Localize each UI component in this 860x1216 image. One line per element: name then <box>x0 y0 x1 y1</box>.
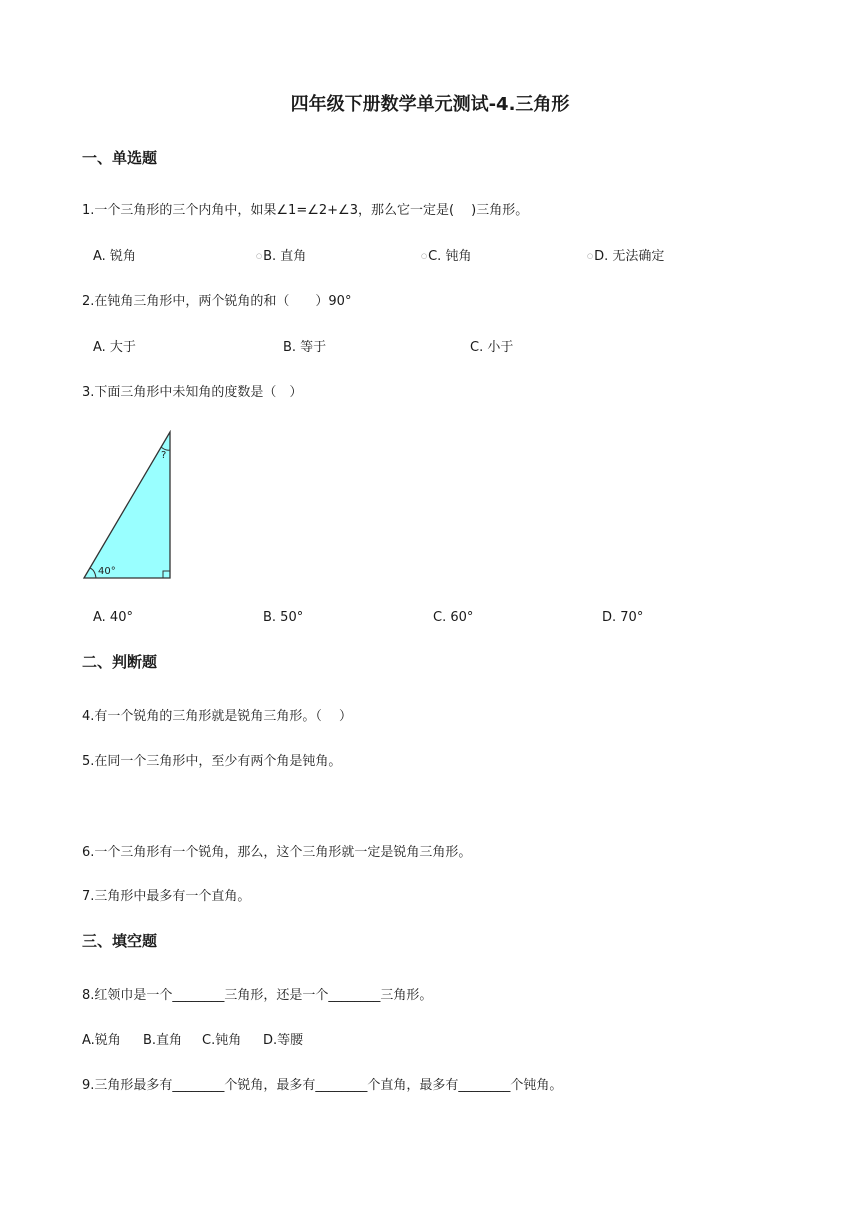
question-1: 1.一个三角形的三个内角中，如果∠1=∠2+∠3，那么它一定是( )三角形。 <box>82 203 529 218</box>
q8-option-b: B.直角 <box>143 1033 183 1048</box>
q1-option-b[interactable] <box>256 250 306 263</box>
q8-option-c: C.钝角 <box>202 1033 242 1048</box>
triangle-diagram <box>82 430 174 582</box>
option-marker-icon: ○ <box>421 252 428 260</box>
q8-option-d: D.等腰 <box>263 1033 304 1048</box>
q2-option-a[interactable]: A. 大于 <box>93 340 136 355</box>
option-marker-icon: ○ <box>587 252 594 260</box>
right-triangle-figure <box>82 430 174 582</box>
section-heading-fill-blank: 三、填空题 <box>82 932 158 950</box>
q1-option-c-label: C. 钝角 <box>428 249 472 264</box>
section-heading-single-choice: 一、单选题 <box>82 149 158 167</box>
option-marker-icon: ○ <box>256 252 263 260</box>
q1-option-b-label: B. 直角 <box>263 249 307 264</box>
question-5: 5.在同一个三角形中，至少有两个角是钝角。 <box>82 754 342 769</box>
q1-option-d[interactable] <box>587 250 664 263</box>
q3-option-d[interactable]: D. 70° <box>602 610 644 625</box>
q2-option-b[interactable]: B. 等于 <box>283 340 327 355</box>
angle-label-40: 40° <box>98 566 116 577</box>
triangle-shape <box>84 432 170 578</box>
question-4: 4.有一个锐角的三角形就是锐角三角形。（ ） <box>82 709 353 724</box>
question-9: 9.三角形最多有________个锐角，最多有________个直角，最多有________个钝角。 <box>82 1078 563 1093</box>
question-3: 3.下面三角形中未知角的度数是（ ） <box>82 385 303 400</box>
question-2: 2.在钝角三角形中，两个锐角的和（ ）90° <box>82 294 352 309</box>
q8-option-a: A.锐角 <box>82 1033 121 1048</box>
question-8: 8.红领巾是一个________三角形，还是一个________三角形。 <box>82 988 433 1003</box>
question-6: 6.一个三角形有一个锐角，那么，这个三角形就一定是锐角三角形。 <box>82 845 472 860</box>
q2-option-c[interactable]: C. 小于 <box>470 340 514 355</box>
q3-option-c[interactable]: C. 60° <box>433 610 474 625</box>
q3-option-b[interactable]: B. 50° <box>263 610 304 625</box>
question-7: 7.三角形中最多有一个直角。 <box>82 889 251 904</box>
q1-option-c[interactable] <box>421 250 471 263</box>
section-heading-true-false: 二、判断题 <box>82 653 158 671</box>
q1-option-d-label: D. 无法确定 <box>594 249 665 264</box>
q3-option-a[interactable]: A. 40° <box>93 610 133 625</box>
unknown-angle-label: ? <box>161 450 167 461</box>
page-title: 四年级下册数学单元测试-4.三角形 <box>290 94 570 115</box>
q1-option-a[interactable]: A. 锐角 <box>93 249 136 264</box>
